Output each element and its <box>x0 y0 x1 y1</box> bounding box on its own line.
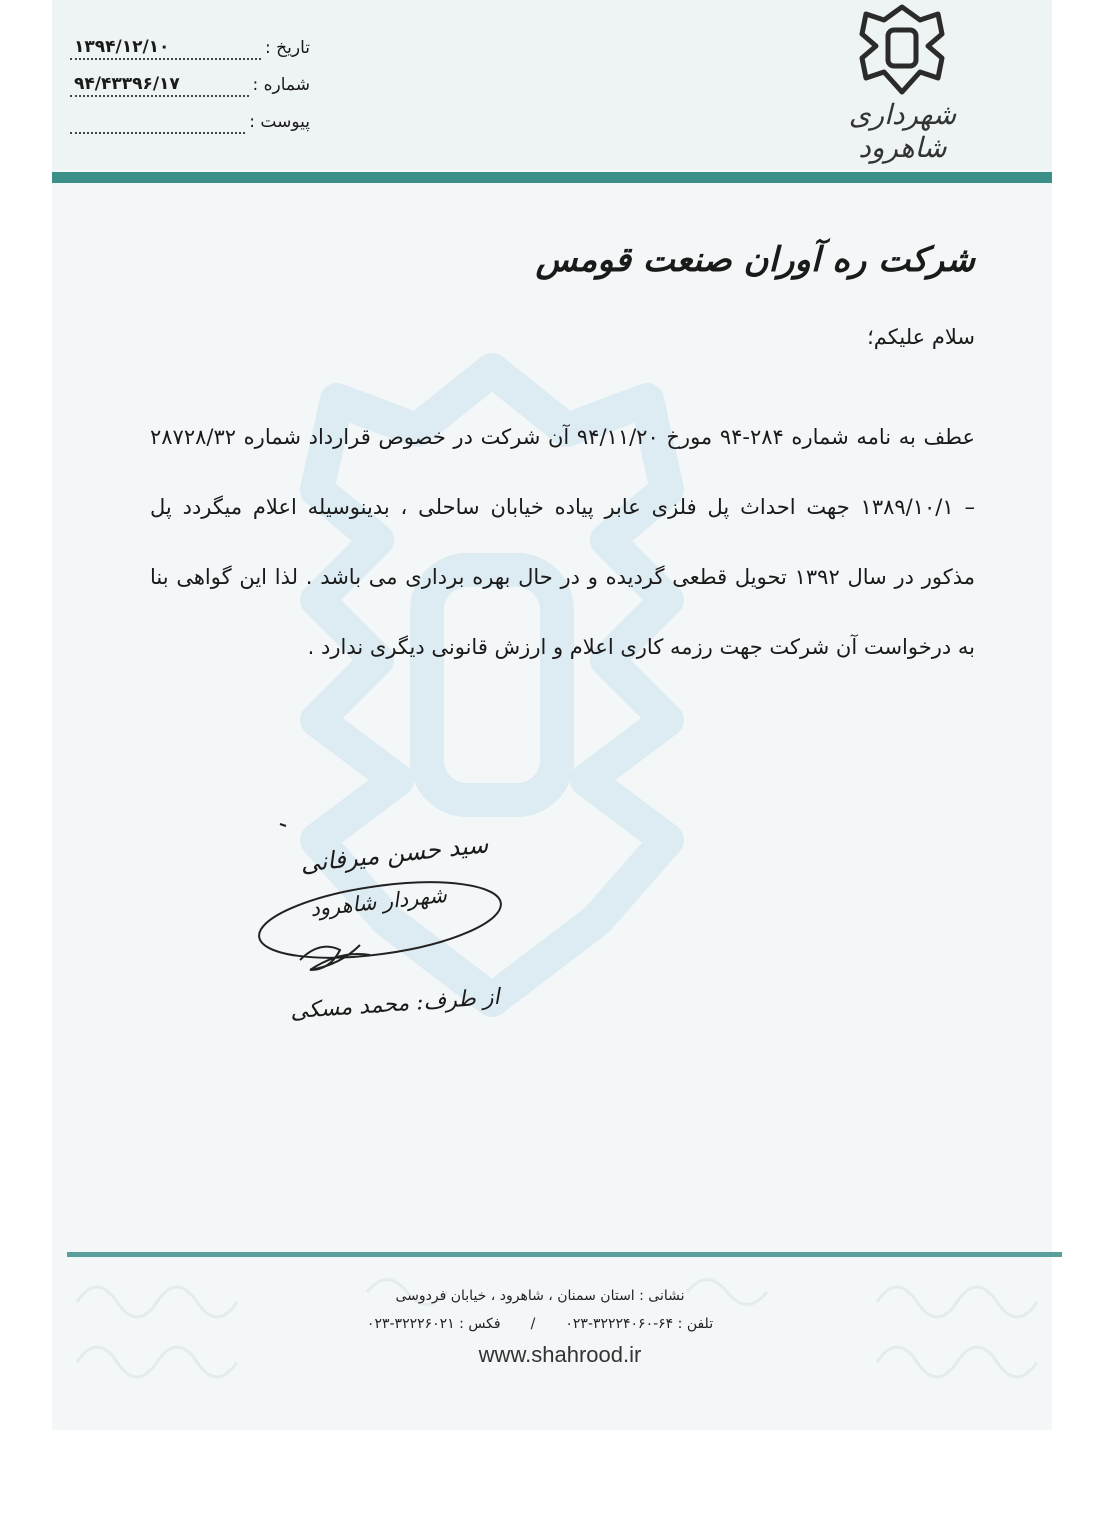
letterhead-paper <box>52 0 1052 1430</box>
footer-contact <box>300 1282 780 1338</box>
attachment-value <box>70 110 245 134</box>
letter-meta <box>70 30 310 141</box>
date-row <box>70 30 310 67</box>
greeting: سلام علیکم؛ <box>867 325 975 349</box>
attachment-label: پیوست : <box>249 112 310 132</box>
number-row <box>70 67 310 104</box>
letter-body <box>150 402 975 682</box>
footer-divider <box>67 1252 1062 1257</box>
municipality-emblem-icon <box>820 2 985 97</box>
footer-phone: تلفن : ۶۴-۳۲۲۲۴۰۶۰-۰۲۳ <box>565 1316 714 1332</box>
footer-address: نشانی : استان سمنان ، شاهرود ، خیابان فردوسی <box>395 1288 685 1304</box>
date-value: ۱۳۹۴/۱۲/۱۰ <box>70 36 261 60</box>
footer-fax: فکس : ۳۲۲۲۶۰۲۱-۰۲۳ <box>366 1316 501 1332</box>
header-divider <box>52 172 1052 183</box>
on-behalf-of: از طرف: محمد مسکی <box>289 984 501 1025</box>
date-label: تاریخ : <box>265 38 310 58</box>
recipient-name: شرکت ره آوران صنعت قومس <box>535 240 975 280</box>
footer-phone-line <box>300 1310 780 1338</box>
signer-name: سید حسن میرفانی <box>299 830 490 878</box>
body-paragraph: عطف به نامه شماره ۲۸۴-۹۴ مورخ ۹۴/۱۱/۲۰ آن شرکت در خصوص قرارداد شماره ۲۸۷۲۸/۳۲ – ۱۳۸۹/۱۰/۱ جهت احداث پل فلزی عابر پیاده خیابان ساحلی ، بدینوسیله اعلام میگردد پل مذکور در سال ۱۳۹۲ تحویل قطعی گردیده و در حال بهره برداری می باشد . لذا این گواهی بنا به درخواست آن شرکت جهت رزمه کاری اعلام و ارزش قانونی دیگری ندارد . <box>150 425 976 659</box>
footer-website: www.shahrood.ir <box>478 1342 642 1367</box>
number-label: شماره : <box>252 75 310 95</box>
signer-title: شهردار شاهرود <box>309 882 448 922</box>
municipality-logo <box>820 2 990 162</box>
signature-block <box>240 820 560 1050</box>
footer-separator: / <box>530 1316 536 1332</box>
number-value: ۹۴/۴۳۳۹۶/۱۷ <box>70 73 249 97</box>
logo-wordmark: شهرداری شاهرود <box>848 98 957 164</box>
attachment-row <box>70 104 310 141</box>
